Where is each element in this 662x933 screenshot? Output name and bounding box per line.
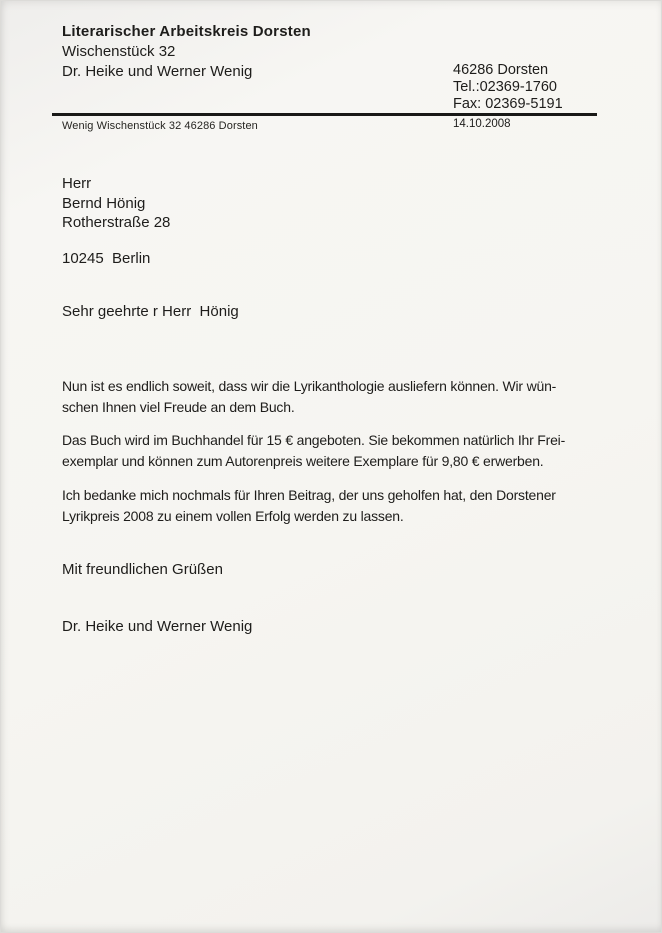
signature-name: Dr. Heike und Werner Wenig <box>62 618 253 635</box>
closing-line: Mit freundlichen Grüßen <box>62 561 223 578</box>
sender-tel: Tel.:02369-1760 <box>453 79 557 95</box>
letter-date: 14.10.2008 <box>453 118 511 130</box>
body-paragraph-3 <box>62 485 610 527</box>
sender-city: 46286 Dorsten <box>453 62 549 78</box>
sender-name: Literarischer Arbeitskreis Dorsten <box>62 23 311 40</box>
paragraph-line: Nun ist es endlich soweit, dass wir die Lyrikanthologie ausliefern können. Wir wün- <box>62 378 557 394</box>
body-paragraph-1 <box>62 376 610 418</box>
recipient-street: Rotherstraße 28 <box>62 214 171 231</box>
sender-fax: Fax: 02369-5191 <box>453 96 563 112</box>
sender-persons: Dr. Heike und Werner Wenig <box>62 63 253 80</box>
recipient-city: 10245 Berlin <box>62 249 151 267</box>
paragraph-line: exemplar und können zum Autorenpreis weitere Exemplare für 9,80 € erwerben. <box>62 453 544 469</box>
sender-block <box>62 22 311 82</box>
sender-contact-block <box>453 62 563 113</box>
salutation-line: Sehr geehrte r Herr Hönig <box>62 303 239 320</box>
paragraph-line: Lyrikpreis 2008 zu einem vollen Erfolg werden zu lassen. <box>62 508 404 524</box>
recipient-block <box>62 174 170 268</box>
header-rule <box>52 113 597 116</box>
recipient-name: Bernd Hönig <box>62 194 146 212</box>
body-paragraph-2 <box>62 430 610 472</box>
paragraph-line: Ich bedanke mich nochmals für Ihren Beitrag, der uns geholfen hat, den Dorstener <box>62 487 556 503</box>
recipient-title: Herr <box>62 175 92 192</box>
paragraph-line: schen Ihnen viel Freude an dem Buch. <box>62 399 295 415</box>
sender-street: Wischenstück 32 <box>62 43 176 60</box>
return-address-line: Wenig Wischenstück 32 46286 Dorsten <box>62 120 258 132</box>
paragraph-line: Das Buch wird im Buchhandel für 15 € angeboten. Sie bekommen natürlich Ihr Frei- <box>62 432 566 448</box>
